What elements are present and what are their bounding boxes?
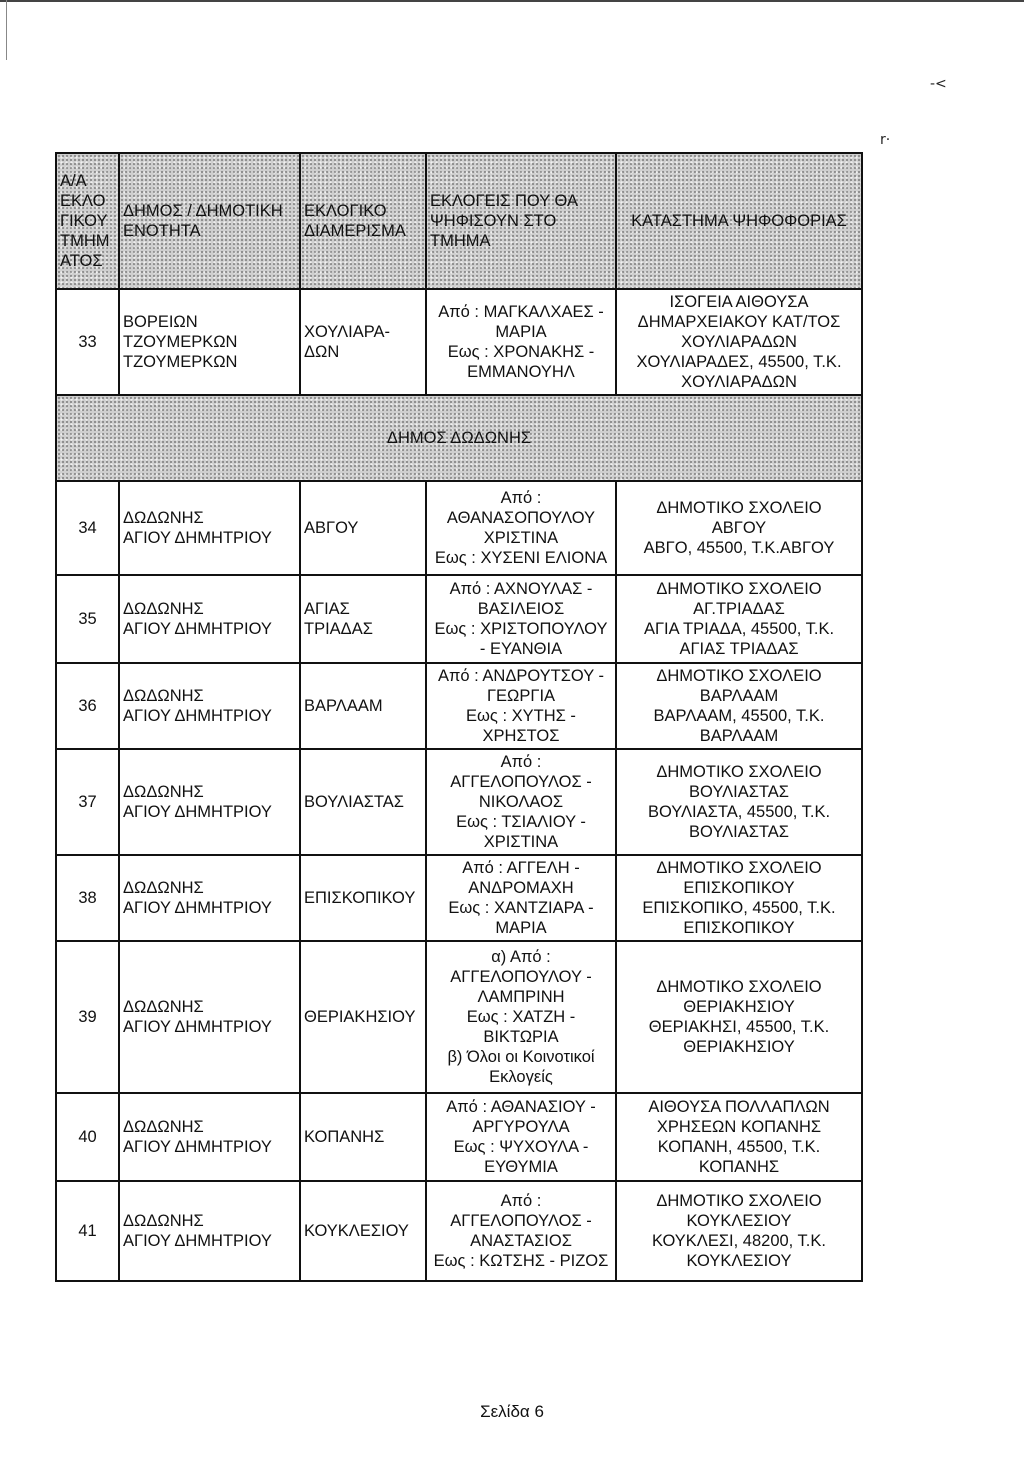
header-municipality xyxy=(119,153,300,289)
cell-line: ΧΟΥΛΙΑΡΑ- xyxy=(304,323,390,341)
cell-line: Εως : ΧΥΣΕΝΙ ΕΛΙΟΝΑ xyxy=(434,549,608,567)
cell-line: ΕΠΙΣΚΟΠΙΚΟΥ xyxy=(683,919,795,937)
electoral-district-cell xyxy=(300,1093,426,1181)
cell-line: ΒΟΡΕΙΩΝ xyxy=(123,313,198,331)
cell-line: ΓΙΚΟΥ xyxy=(60,212,108,230)
cell-line: ΑΒΓΟ, 45500, Τ.Κ.ΑΒΓΟΥ xyxy=(643,539,835,557)
cell-line: Εως : ΨΥΧΟΥΛΑ - xyxy=(453,1138,589,1156)
cell-line: ΔΗΜΑΡΧΕΙΑΚΟΥ ΚΑΤ/ΤΟΣ xyxy=(637,313,841,331)
cell-line: ΑΓΙΟΥ ΔΗΜΗΤΡΙΟΥ xyxy=(123,1018,272,1036)
polling-station-cell xyxy=(616,289,862,395)
cell-line: Από : ΑΧΝΟΥΛΑΣ - xyxy=(449,580,593,598)
voters-cell xyxy=(426,575,616,663)
cell-line: ΕΚΛΟΓΕΙΣ ΠΟΥ ΘΑ xyxy=(430,192,579,210)
polling-station-cell xyxy=(616,1181,862,1281)
electoral-district-cell xyxy=(300,749,426,855)
cell-line: ΑΓΓΕΛΟΠΟΥΛΟΣ - xyxy=(450,773,592,791)
cell-line: Από : ΑΓΓΕΛΗ - xyxy=(462,859,580,877)
section-number-cell: 38 xyxy=(56,855,119,941)
municipality-cell xyxy=(119,749,300,855)
cell-line: Εως : ΤΣΙΑΛΙΟΥ - xyxy=(456,813,586,831)
table-row xyxy=(56,289,862,395)
cell-line: Εως : ΧΡΙΣΤΟΠΟΥΛΟΥ xyxy=(434,620,608,638)
voters-cell xyxy=(426,1093,616,1181)
polling-station-cell xyxy=(616,575,862,663)
cell-line: ΒΑΡΛΑΑΜ, 45500, Τ.Κ. xyxy=(653,707,825,725)
cell-line: ΨΗΦΙΣΟΥΝ ΣΤΟ xyxy=(430,212,557,230)
cell-line: ΑΒΓΟΥ xyxy=(711,519,767,537)
cell-line: ΤΜΗΜΑ xyxy=(430,232,491,250)
cell-line: ΔΗΜΟΤΙΚΟ ΣΧΟΛΕΙΟ xyxy=(656,499,822,517)
cell-line: ΚΑΤΑΣΤΗΜΑ ΨΗΦΟΦΟΡΙΑΣ xyxy=(631,212,847,230)
cell-line: ΑΙΘΟΥΣΑ ΠΟΛΛΑΠΛΩΝ xyxy=(648,1098,830,1116)
cell-line: ΒΙΚΤΩΡΙΑ xyxy=(483,1028,559,1046)
cell-line: ΒΟΥΛΙΑΣΤΑΣ xyxy=(304,793,404,811)
cell-line: ΑΒΓΟΥ xyxy=(304,519,359,537)
cell-line: ΔΗΜΟΤΙΚΟ ΣΧΟΛΕΙΟ xyxy=(656,978,822,996)
municipality-cell xyxy=(119,1093,300,1181)
cell-line: Εως : ΧΡΟΝΑΚΗΣ - xyxy=(447,343,595,361)
cell-line: ΑΡΓΥΡΟΥΛΑ xyxy=(472,1118,570,1136)
electoral-district-cell xyxy=(300,663,426,749)
cell-line: ΓΕΩΡΓΙΑ xyxy=(486,687,556,705)
cell-line: Από : ΑΝΔΡΟΥΤΣΟΥ - xyxy=(437,667,605,685)
cell-line: ΚΟΠΑΝΗΣ xyxy=(304,1128,385,1146)
cell-line: ΑΓΙΟΥ ΔΗΜΗΤΡΙΟΥ xyxy=(123,707,272,725)
cell-line: ΑΓΙΑΣ ΤΡΙΑΔΑΣ xyxy=(679,640,799,658)
cell-line: ΜΑΡΙΑ xyxy=(495,919,547,937)
cell-line: ΔΩΔΩΝΗΣ xyxy=(123,998,204,1016)
cell-line: ΝΙΚΟΛΑΟΣ xyxy=(478,793,564,811)
cell-line: ΕΠΙΣΚΟΠΙΚΟΥ xyxy=(683,879,795,897)
cell-line: ΑΓΙΟΥ ΔΗΜΗΤΡΙΟΥ xyxy=(123,1232,272,1250)
cell-line: ΔΩΔΩΝΗΣ xyxy=(123,783,204,801)
section-number-cell: 41 xyxy=(56,1181,119,1281)
municipality-cell xyxy=(119,663,300,749)
cell-line: ΕΝΟΤΗΤΑ xyxy=(123,222,201,240)
cell-line: ΚΟΥΚΛΕΣΙΟΥ xyxy=(686,1252,792,1270)
municipality-cell xyxy=(119,941,300,1093)
cell-line: Από : xyxy=(500,753,542,771)
voters-cell xyxy=(426,1181,616,1281)
cell-line: ΔΩΔΩΝΗΣ xyxy=(123,1118,204,1136)
cell-line: Εως : ΧΑΝΤΖΙΑΡΑ - xyxy=(448,899,594,917)
cell-line: ΑΤΟΣ xyxy=(60,252,103,270)
table-body xyxy=(56,289,862,1281)
cell-line: ΚΟΠΑΝΗΣ xyxy=(698,1158,780,1176)
table-row xyxy=(56,855,862,941)
polling-stations-table xyxy=(55,152,863,1282)
cell-line: ΒΟΥΛΙΑΣΤΑΣ xyxy=(689,823,789,841)
cell-line: Εως : ΧΥΤΗΣ - xyxy=(466,707,576,725)
cell-line: ΚΟΥΚΛΕΣΙΟΥ xyxy=(686,1212,792,1230)
cell-line: ΑΓ.ΤΡΙΑΔΑΣ xyxy=(693,600,785,618)
cell-line: ΑΓΙΟΥ ΔΗΜΗΤΡΙΟΥ xyxy=(123,620,272,638)
cell-line: ΑΓΙΑ ΤΡΙΑΔΑ, 45500, Τ.Κ. xyxy=(643,620,835,638)
cell-line: ΑΓΙΑΣ xyxy=(304,600,350,618)
voters-cell xyxy=(426,663,616,749)
cell-line: ΔΩΔΩΝΗΣ xyxy=(123,687,204,705)
cell-line: ΛΑΜΠΡΙΝΗ xyxy=(477,988,565,1006)
header-electoral-district xyxy=(300,153,426,289)
table-row xyxy=(56,941,862,1093)
header-voters xyxy=(426,153,616,289)
cell-line: ΤΖΟΥΜΕΡΚΩΝ xyxy=(123,333,238,351)
cell-line: ΑΓΙΟΥ ΔΗΜΗΤΡΙΟΥ xyxy=(123,899,272,917)
voters-cell xyxy=(426,941,616,1093)
cell-line: Α/Α xyxy=(60,172,87,190)
cell-line: ΔΗΜΟΣ / ΔΗΜΟΤΙΚΗ xyxy=(123,202,283,220)
municipality-cell xyxy=(119,1181,300,1281)
cell-line: ΔΩΔΩΝΗΣ xyxy=(123,600,204,618)
cell-line: ΔΩΔΩΝΗΣ xyxy=(123,509,204,527)
section-number-cell: 36 xyxy=(56,663,119,749)
municipality-cell xyxy=(119,481,300,575)
cell-line: ΜΑΡΙΑ xyxy=(495,323,547,341)
cell-line: ΑΘΑΝΑΣΟΠΟΥΛΟΥ xyxy=(446,509,596,527)
cell-line: β) Όλοι οι Κοινοτικοί xyxy=(447,1048,595,1066)
cell-line: ΕΠΙΣΚΟΠΙΚΟ, 45500, Τ.Κ. xyxy=(642,899,836,917)
table-row xyxy=(56,1093,862,1181)
cell-line: ΑΓΓΕΛΟΠΟΥΛΟΣ - xyxy=(450,1212,592,1230)
municipality-cell xyxy=(119,855,300,941)
electoral-district-cell xyxy=(300,1181,426,1281)
cell-line: ΔΩΔΩΝΗΣ xyxy=(123,879,204,897)
polling-station-cell xyxy=(616,749,862,855)
section-number-cell: 33 xyxy=(56,289,119,395)
scan-mark: r· xyxy=(880,132,891,148)
cell-line: ΘΕΡΙΑΚΗΣΙΟΥ xyxy=(683,1038,795,1056)
polling-station-cell xyxy=(616,1093,862,1181)
cell-line: ΧΟΥΛΙΑΡΑΔΩΝ xyxy=(681,373,797,391)
cell-line: ΑΓΙΟΥ ΔΗΜΗΤΡΙΟΥ xyxy=(123,529,272,547)
table-row xyxy=(56,749,862,855)
cell-line: Από : xyxy=(500,1192,542,1210)
cell-line: Εως : ΚΩΤΣΗΣ - ΡΙΖΟΣ xyxy=(433,1252,609,1270)
cell-line: ΕΜΜΑΝΟΥΗΛ xyxy=(467,363,575,381)
cell-line: ΤΜΗΜ xyxy=(60,232,110,250)
cell-line: ΔΗΜΟΤΙΚΟ ΣΧΟΛΕΙΟ xyxy=(656,580,822,598)
table-row xyxy=(56,663,862,749)
cell-line: ΑΝΑΣΤΑΣΙΟΣ xyxy=(470,1232,572,1250)
cell-line: Από : ΑΘΑΝΑΣΙΟΥ - xyxy=(446,1098,596,1116)
cell-line: ΔΩΔΩΝΗΣ xyxy=(123,1212,204,1230)
page-top-edge xyxy=(0,0,1024,2)
electoral-district-cell xyxy=(300,941,426,1093)
cell-line: ΕΥΘΥΜΙΑ xyxy=(484,1158,558,1176)
cell-line: ΒΑΡΛΑΑΜ xyxy=(304,697,383,715)
cell-line: Εκλογείς xyxy=(489,1068,553,1086)
cell-line: ΑΝΔΡΟΜΑΧΗ xyxy=(468,879,574,897)
cell-line: ΔΗΜΟΤΙΚΟ ΣΧΟΛΕΙΟ xyxy=(656,1192,822,1210)
polling-station-cell xyxy=(616,855,862,941)
cell-line: ΑΓΙΟΥ ΔΗΜΗΤΡΙΟΥ xyxy=(123,803,272,821)
cell-line: ΒΟΥΛΙΑΣΤΑΣ xyxy=(689,783,789,801)
cell-line: ΔΙΑΜΕΡΙΣΜΑ xyxy=(304,222,406,240)
electoral-district-cell xyxy=(300,481,426,575)
cell-line: ΒΑΣΙΛΕΙΟΣ xyxy=(477,600,565,618)
municipality-cell xyxy=(119,575,300,663)
cell-line: ΧΟΥΛΙΑΡΑΔΕΣ, 45500, Τ.Κ. xyxy=(636,353,842,371)
page-number: Σελίδα 6 xyxy=(480,1402,544,1421)
polling-station-cell xyxy=(616,481,862,575)
cell-line: ΔΗΜΟΤΙΚΟ ΣΧΟΛΕΙΟ xyxy=(656,859,822,877)
cell-line: - ΕΥΑΝΘΙΑ xyxy=(479,640,563,658)
section-number-cell: 35 xyxy=(56,575,119,663)
section-header-row xyxy=(56,395,862,481)
cell-line: ΚΟΥΚΛΕΣΙΟΥ xyxy=(304,1222,409,1240)
cell-line: Από : ΜΑΓΚΑΛΧΑΕΣ - xyxy=(438,303,604,321)
electoral-district-cell xyxy=(300,575,426,663)
scan-mark: -< xyxy=(930,76,947,92)
electoral-district-cell xyxy=(300,289,426,395)
cell-line: ΧΡΗΣΤΟΣ xyxy=(482,727,560,745)
cell-line: ΔΗΜΟΤΙΚΟ ΣΧΟΛΕΙΟ xyxy=(656,667,822,685)
cell-line: ΧΡΙΣΤΙΝΑ xyxy=(483,833,559,851)
polling-station-cell xyxy=(616,663,862,749)
section-number-cell: 34 xyxy=(56,481,119,575)
header-section-number xyxy=(56,153,119,289)
table-header-row xyxy=(56,153,862,289)
polling-station-cell xyxy=(616,941,862,1093)
voters-cell xyxy=(426,855,616,941)
cell-line: Εως : ΧΑΤΖΗ - xyxy=(466,1008,576,1026)
cell-line: ΤΖΟΥΜΕΡΚΩΝ xyxy=(123,353,238,371)
cell-line: ΕΚΛΟΓΙΚΟ xyxy=(304,202,387,220)
cell-line: ΒΑΡΛΑΑΜ xyxy=(699,727,779,745)
cell-line: ΚΟΠΑΝΗ, 45500, Τ.Κ. xyxy=(657,1138,821,1156)
section-number-cell: 40 xyxy=(56,1093,119,1181)
table-row xyxy=(56,481,862,575)
header-polling-station xyxy=(616,153,862,289)
cell-line: ΘΕΡΙΑΚΗΣΙΟΥ xyxy=(304,1008,416,1026)
table-row xyxy=(56,1181,862,1281)
cell-line: ΔΩΝ xyxy=(304,343,340,361)
cell-line: ΘΕΡΙΑΚΗΣΙ, 45500, Τ.Κ. xyxy=(648,1018,830,1036)
table-row xyxy=(56,575,862,663)
voters-cell xyxy=(426,289,616,395)
cell-line: ΤΡΙΑΔΑΣ xyxy=(304,620,373,638)
cell-line: ΧΡΗΣΕΩΝ ΚΟΠΑΝΗΣ xyxy=(656,1118,822,1136)
cell-line: ΑΓΓΕΛΟΠΟΥΛΟΥ - xyxy=(450,968,592,986)
cell-line: ΘΕΡΙΑΚΗΣΙΟΥ xyxy=(683,998,795,1016)
section-number-cell: 39 xyxy=(56,941,119,1093)
voters-cell xyxy=(426,749,616,855)
cell-line: Από : xyxy=(500,489,542,507)
page-left-edge xyxy=(6,0,7,60)
cell-line: ΔΗΜΟΤΙΚΟ ΣΧΟΛΕΙΟ xyxy=(656,763,822,781)
cell-line: ΧΟΥΛΙΑΡΑΔΩΝ xyxy=(681,333,797,351)
cell-line: ΚΟΥΚΛΕΣΙ, 48200, Τ.Κ. xyxy=(652,1232,826,1250)
section-title: ΔΗΜΟΣ ΔΩΔΩΝΗΣ xyxy=(56,395,862,481)
cell-line: ΑΓΙΟΥ ΔΗΜΗΤΡΙΟΥ xyxy=(123,1138,272,1156)
cell-line: ΒΑΡΛΑΑΜ xyxy=(699,687,779,705)
cell-line: ΕΠΙΣΚΟΠΙΚΟΥ xyxy=(304,889,416,907)
cell-line: α) Από : xyxy=(491,948,551,966)
electoral-district-cell xyxy=(300,855,426,941)
voters-cell xyxy=(426,481,616,575)
cell-line: ΕΚΛΟ xyxy=(60,192,106,210)
municipality-cell xyxy=(119,289,300,395)
cell-line: ΒΟΥΛΙΑΣΤΑ, 45500, Τ.Κ. xyxy=(647,803,831,821)
section-number-cell: 37 xyxy=(56,749,119,855)
cell-line: ΙΣΟΓΕΙΑ ΑΙΘΟΥΣΑ xyxy=(669,293,809,311)
cell-line: ΧΡΙΣΤΙΝΑ xyxy=(483,529,559,547)
